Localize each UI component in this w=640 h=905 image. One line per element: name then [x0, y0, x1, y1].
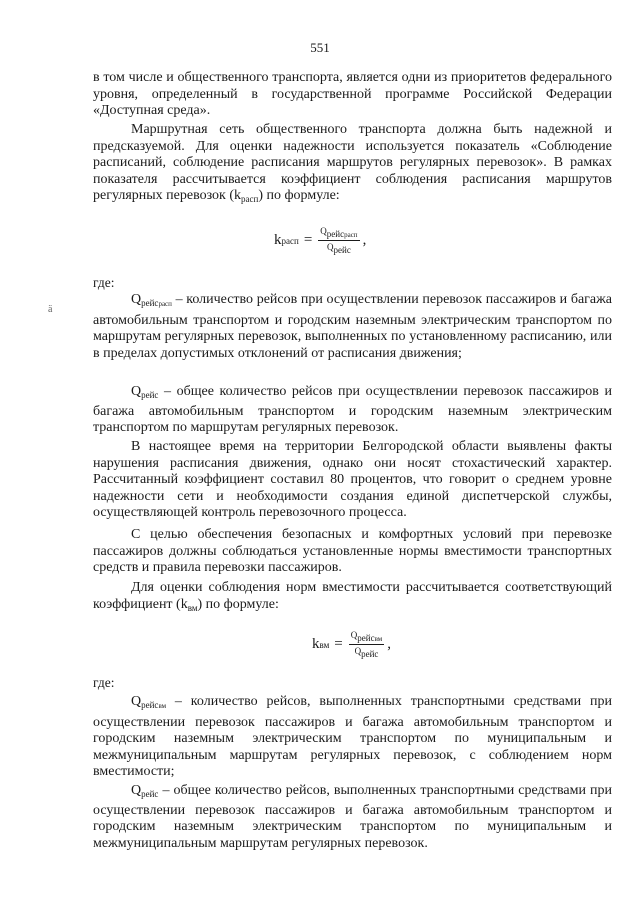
paragraph-schedule-reliability: Маршрутная сеть общественного транспорта должна быть надежной и предсказуемой. Для оценки надежности используется показатель «Соблюдение расписаний, соблюдение расписания маршрутов регулярных перевозок». В рамках показателя рассчитывается коэффициент соблюдения расписания маршрутов регулярных перевозок $(k_{расп})$ по формуле:	[93, 122, 612, 204]
formula-k-rasp: k расп = $\frac{Q_{рейсрасп}}{Q_{рейс}}$ ,	[274, 226, 367, 255]
definition-q-total-vm: $Q_{рейс}$ – общее количество рейсов, выполненных транспортными средствами при осуществлении перевозок пассажиров и багажа автомобильным транспортом и городским наземным электрическим транспортом по муниципальным и межмуниципальным маршрутам регулярных перевозок.	[93, 783, 612, 851]
page-number: 551	[310, 40, 330, 55]
paragraph-capacity: С целью обеспечения безопасных и комфортных условий при перевозке пассажиров должны соблюдаться установленные нормы вместимости транспортных средств и правила перевозки пассажиров.	[93, 527, 612, 575]
where-label: где:	[93, 275, 115, 290]
definition-q-total: $Q_{рейс}$ – общее количество рейсов при осуществлении перевозок пассажиров и багажа автомобильным транспортом и городским наземным электрическим транспортом по маршрутам регулярных перевозок.	[93, 384, 612, 435]
margin-mark: ä	[48, 304, 53, 315]
where-label: где:	[93, 675, 115, 690]
formula-k-vm: k вм = $\frac{Q_{рейсвм}}{Q_{рейс}}$ ,	[312, 630, 391, 659]
formula-fraction: $\frac{Q_{рейсрасп}}{Q_{рейс}}$	[320, 226, 358, 255]
definition-q-rasp: $Q_{рейсрасп}$ – количество рейсов при осуществлении перевозок пассажиров и багажа автомобильным транспортом и городским наземным электрическим транспортом по маршрутам регулярных перевозок, выполненных по установленному расписанию, или в пределах допустимых отклонений от расписания движения;	[93, 292, 612, 361]
paragraph-belgorod: В настоящее время на территории Белгородской области выявлены факты нарушения расписания движения, однако они носят стохастический характер. Рассчитанный коэффициент составил 80 процентов, что говорит о среднем уровне надежности сети и необходимости создания единой диспетчерской службы, осуществляющей контроль перевозочного процесса.	[93, 439, 612, 520]
paragraph-capacity-coefficient: Для оценки соблюдения норм вместимости рассчитывается соответствующий коэффициент $(k_{вм})$ по формуле:	[93, 580, 612, 613]
formula-fraction: $\frac{Q_{рейсвм}}{Q_{рейс}}$	[350, 630, 383, 659]
paragraph-intro: в том числе и общественного транспорта, является одни из приоритетов федерального уровня, определенный в государственной программе Российской Федерации «Доступная среда».	[93, 70, 612, 118]
definition-q-vm: $Q_{рейсвм}$ – количество рейсов, выполненных транспортными средствами при осуществлении перевозок пассажиров и багажа автомобильным транспортом и городским наземным электрическим транспортом по муниципальным и межмуниципальным маршрутам регулярных перевозок, с соблюдением норм вместимости;	[93, 694, 612, 779]
